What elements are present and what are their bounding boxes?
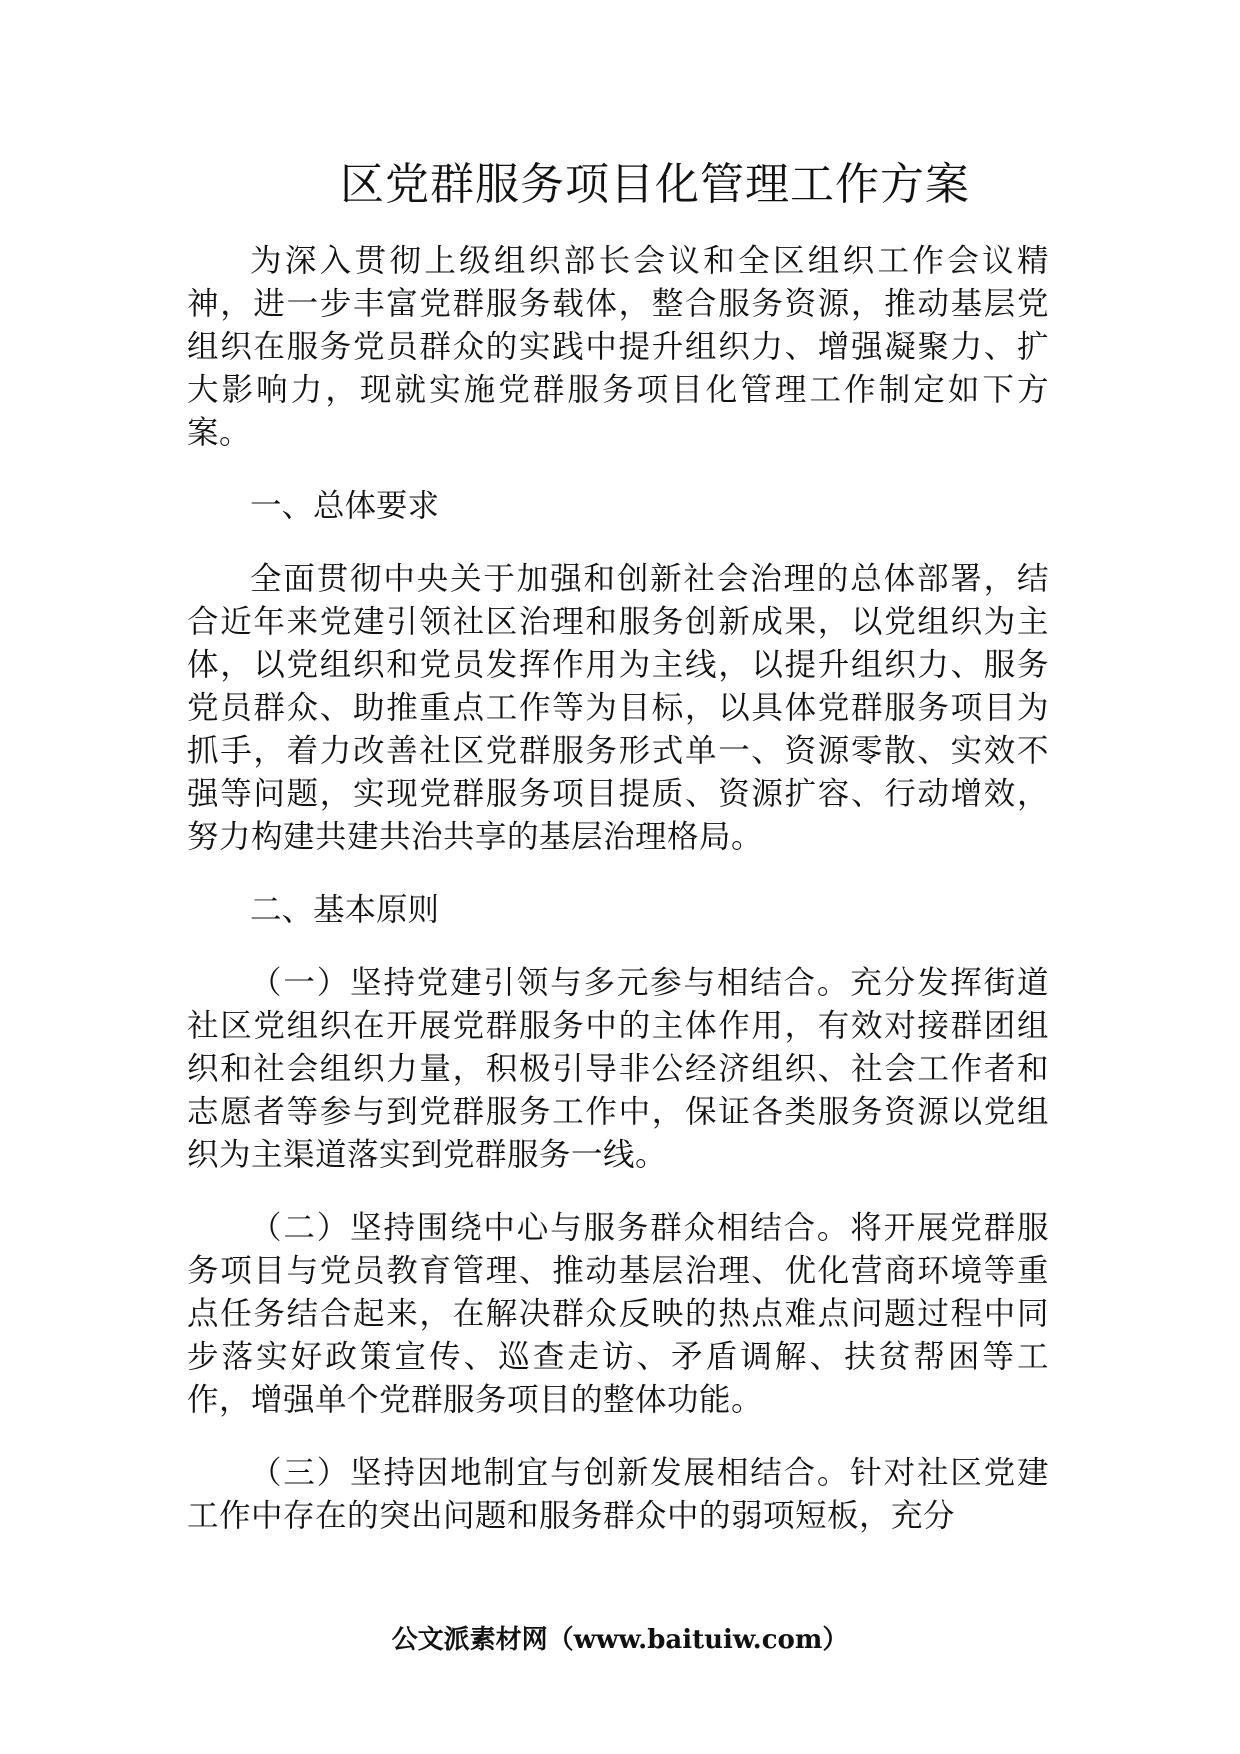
principle-3-paragraph: （三）坚持因地制宜与创新发展相结合。针对社区党建工作中存在的突出问题和服务群众中的弱项短板，充分 xyxy=(187,1455,1049,1534)
section-heading-general-requirements: 一、总体要求 xyxy=(250,488,440,524)
principle-1-paragraph: （一）坚持党建引领与多元参与相结合。充分发挥街道社区党组织在开展党群服务中的主体作用，有效对接群团组织和社会组织力量，积极引导非公经济组织、社会工作者和志愿者等参与到党群服务工作中，保证各类服务资源以党组织为主渠道落实到党群服务一线。 xyxy=(187,965,1049,1173)
document-title: 区党群服务项目化管理工作方案 xyxy=(340,159,970,210)
general-requirements-paragraph: 全面贯彻中央关于加强和创新社会治理的总体部署，结合近年来党建引领社区治理和服务创新成果，以党组织为主体，以党组织和党员发挥作用为主线，以提升组织力、服务党员群众、助推重点工作等为目标，以具体党群服务项目为抓手，着力改善社区党群服务形式单一、资源零散、实效不强等问题，实现党群服务项目提质、资源扩容、行动增效，努力构建共建共治共享的基层治理格局。 xyxy=(187,561,1049,855)
document-body xyxy=(187,240,1049,1568)
principle-2-paragraph: （二）坚持围绕中心与服务群众相结合。将开展党群服务项目与党员教育管理、推动基层治理、优化营商环境等重点任务结合起来，在解决群众反映的热点难点问题过程中同步落实好政策宣传、巡查走访、矛盾调解、扶贫帮困等工作，增强单个党群服务项目的整体功能。 xyxy=(187,1210,1049,1418)
source-footer: 公文派素材网（www.baituiw.com） xyxy=(391,1625,849,1655)
section-heading-basic-principles: 二、基本原则 xyxy=(250,892,440,928)
intro-paragraph: 为深入贯彻上级组织部长会议和全区组织工作会议精神，进一步丰富党群服务载体，整合服务资源，推动基层党组织在服务党员群众的实践中提升组织力、增强凝聚力、扩大影响力，现就实施党群服务项目化管理工作制定如下方案。 xyxy=(187,243,1049,451)
